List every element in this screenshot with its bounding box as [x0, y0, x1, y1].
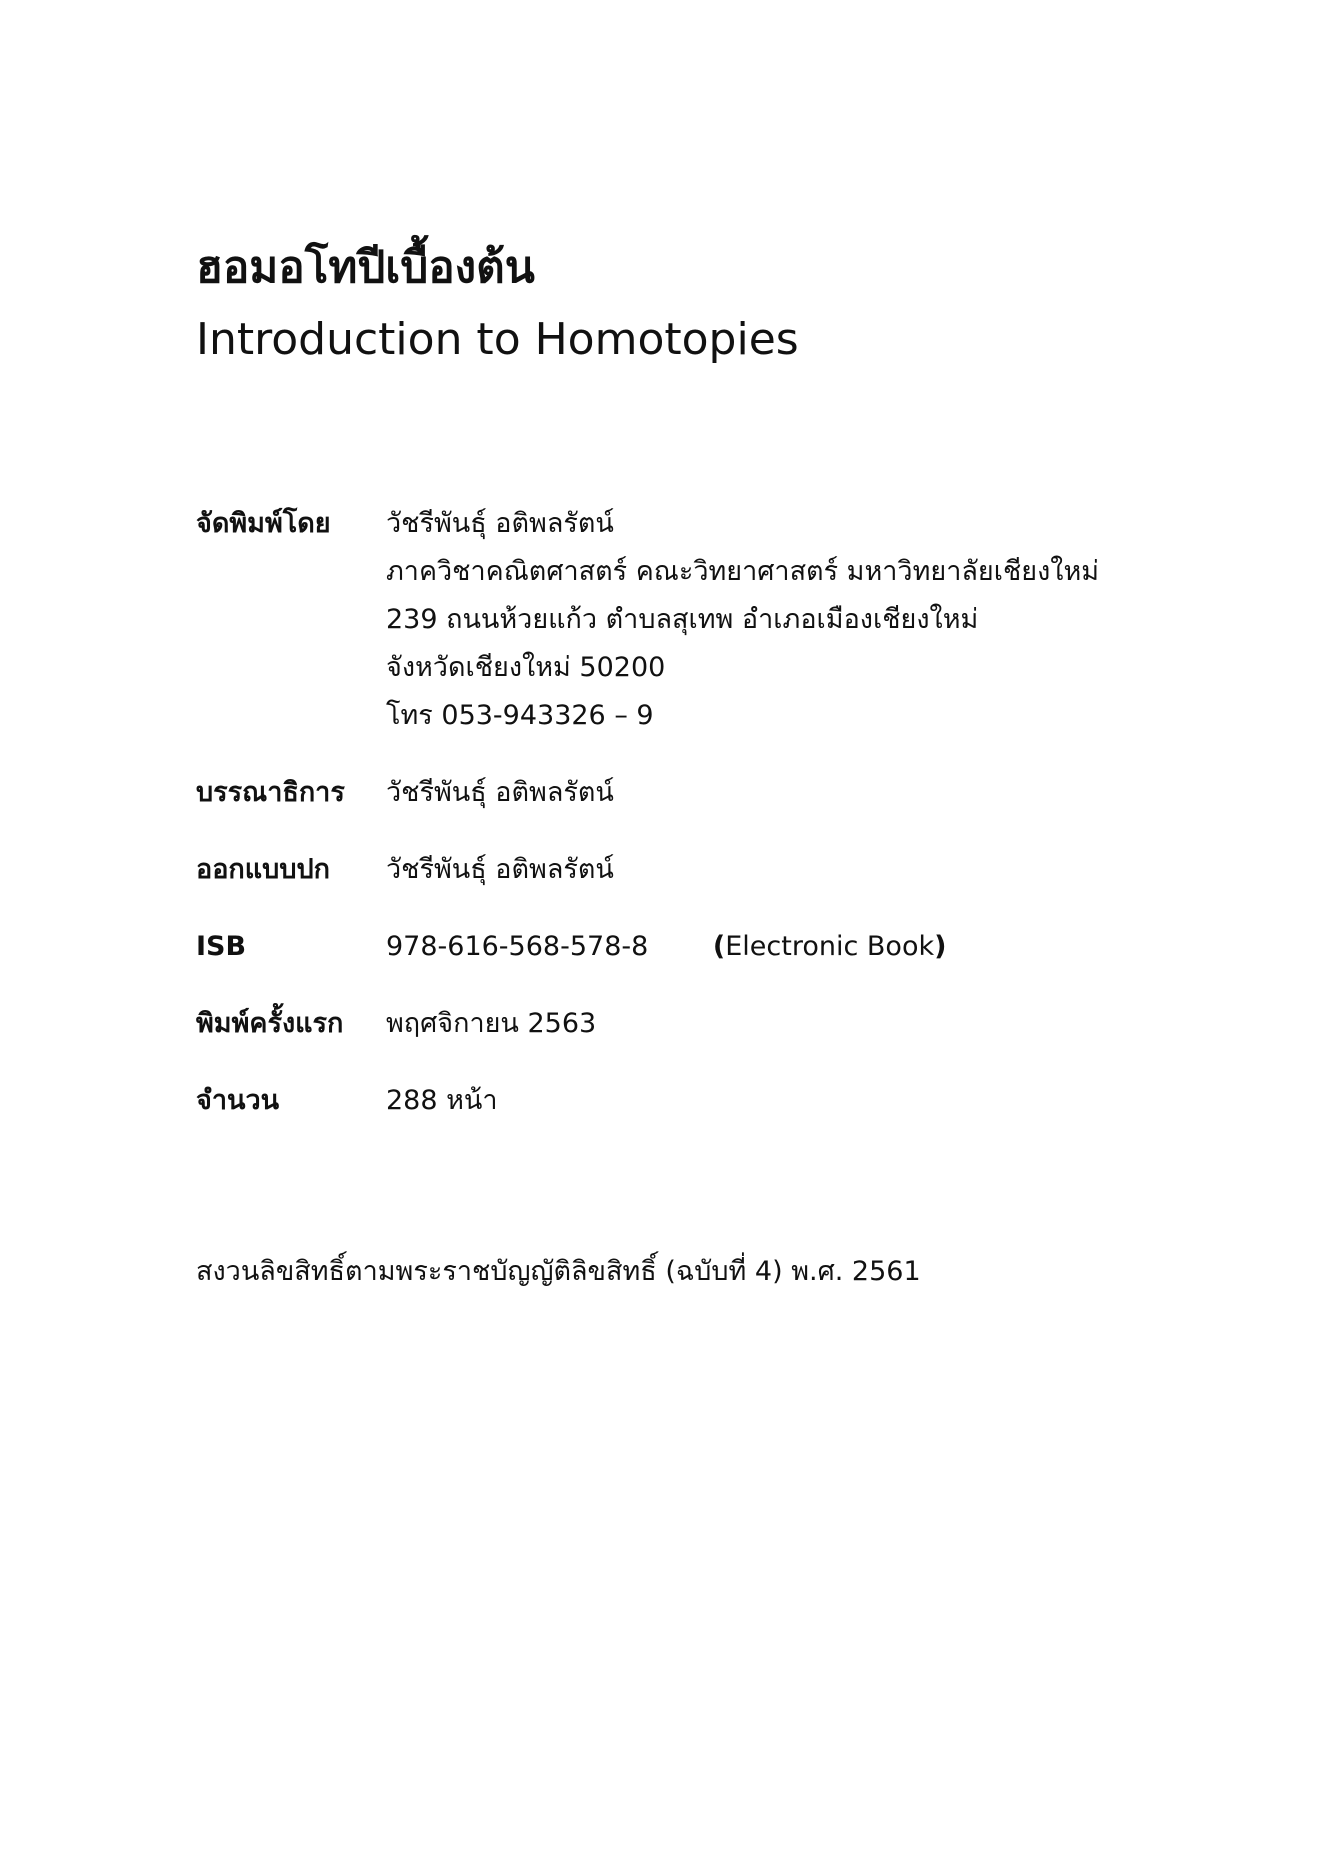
book-title-english: Introduction to Homotopies — [196, 314, 799, 365]
publisher-province: จังหวัดเชียงใหม่ 50200 — [386, 652, 666, 683]
cover-design-label: ออกแบบปก — [196, 854, 330, 885]
publisher-name: วัชรีพันธุ์ อติพลรัตน์ — [386, 508, 614, 539]
publisher-value — [386, 500, 1246, 740]
copyright-notice: สงวนลิขสิทธิ์ตามพระราชบัญญัติลิขสิทธิ์ (ฉบับที่ 4) พ.ศ. 2561 — [196, 1256, 921, 1287]
publisher-department: ภาควิชาคณิตศาสตร์ คณะวิทยาศาสตร์ มหาวิทยาลัยเชียงใหม่ — [386, 556, 1100, 587]
pages-label: จำนวน — [196, 1085, 280, 1116]
first-print-value: พฤศจิกายน 2563 — [386, 1008, 597, 1039]
editor-row — [196, 769, 1246, 817]
title-block — [196, 232, 1196, 376]
isbn-value-container — [386, 923, 1246, 971]
editor-label: บรรณาธิการ — [196, 777, 345, 808]
isbn-format-note — [713, 923, 947, 971]
isbn-value: 978-616-568-578-8 — [386, 931, 649, 962]
cover-design-value: วัชรีพันธุ์ อติพลรัตน์ — [386, 854, 614, 885]
editor-value: วัชรีพันธุ์ อติพลรัตน์ — [386, 777, 614, 808]
isbn-note-text: Electronic Book — [725, 931, 935, 962]
isbn-row — [196, 923, 1246, 971]
publisher-label: จัดพิมพ์โดย — [196, 508, 331, 539]
publisher-row — [196, 500, 1246, 740]
isbn-note-open-paren: ( — [712, 931, 726, 962]
publisher-phone: โทร 053-943326 – 9 — [386, 700, 654, 731]
first-print-row — [196, 1000, 1246, 1048]
publication-info — [196, 500, 1246, 1125]
book-title-thai: ฮอมอโทปีเบื้องต้น — [196, 242, 535, 293]
isbn-label: ISB — [196, 931, 247, 962]
pages-value: 288 หน้า — [386, 1085, 498, 1116]
cover-design-row — [196, 846, 1246, 894]
pages-row — [196, 1077, 1246, 1125]
first-print-label: พิมพ์ครั้งแรก — [196, 1008, 344, 1039]
isbn-note-close-paren: ) — [934, 931, 947, 962]
publisher-address: 239 ถนนห้วยแก้ว ตำบลสุเทพ อำเภอเมืองเชียงใหม่ — [386, 604, 979, 635]
